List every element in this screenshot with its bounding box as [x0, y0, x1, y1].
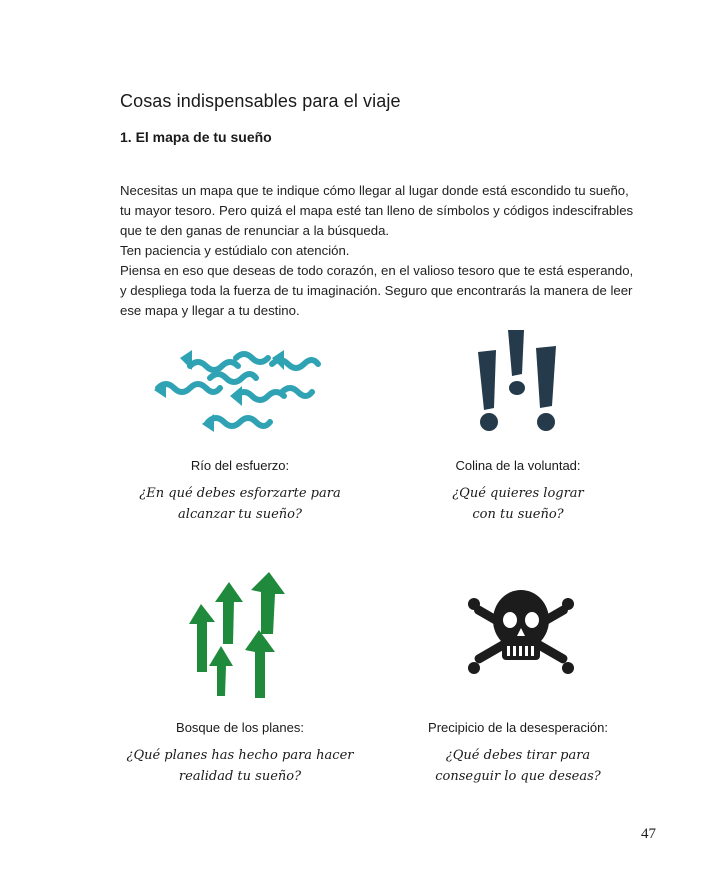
question-line: ¿Qué planes has hecho para hacer — [126, 748, 354, 763]
question-line: alcanzar tu sueño? — [178, 507, 302, 522]
card-forest — [120, 570, 360, 790]
question-line: realidad tu sueño? — [178, 769, 302, 784]
card-cliff — [398, 570, 638, 790]
page-number: 47 — [641, 826, 656, 842]
question-line: ¿Qué debes tirar para — [445, 748, 591, 763]
river-waves-icon — [152, 340, 322, 440]
card-hill — [398, 330, 638, 530]
intro-line: Necesitas un mapa que te indique cómo llegar al lugar donde está escondido tu sueño, — [120, 183, 629, 198]
card-label: Río del esfuerzo: — [190, 458, 290, 473]
question-line: ¿En qué debes esforzarte para — [139, 486, 341, 501]
question-line: con tu sueño? — [472, 507, 564, 522]
card-question — [120, 483, 360, 525]
skull-crossbones-icon — [466, 582, 576, 692]
question-line: ¿Qué quieres lograr — [452, 486, 584, 501]
card-label: Bosque de los planes: — [176, 720, 304, 735]
green-arrows-icon — [185, 572, 295, 702]
exclamation-marks-icon — [470, 330, 566, 436]
card-label: Colina de la voluntad: — [455, 458, 581, 473]
intro-line: ese mapa y llegar a tu destino. — [120, 303, 300, 318]
card-label: Precipicio de la desesperación: — [428, 720, 608, 735]
intro-line: Piensa en eso que deseas de todo corazón, en el valioso tesoro que te está esperando, — [120, 263, 634, 278]
intro-line: y despliega toda la fuerza de tu imaginación. Seguro que encontrarás la manera de leer — [120, 283, 633, 298]
question-line: conseguir lo que deseas? — [435, 769, 601, 784]
section-title: 1. El mapa de tu sueño — [120, 129, 272, 145]
intro-line: Ten paciencia y estúdialo con atención. — [120, 243, 350, 258]
card-question — [398, 483, 638, 525]
intro-line: que te den ganas de renunciar a la búsqueda. — [120, 223, 390, 238]
intro-line: tu mayor tesoro. Pero quizá el mapa esté tan lleno de símbolos y códigos indescifrables — [120, 203, 634, 218]
card-question — [120, 745, 360, 787]
intro-paragraph — [120, 181, 650, 321]
card-question — [398, 745, 638, 787]
page-title: Cosas indispensables para el viaje — [120, 91, 401, 111]
card-river — [120, 330, 360, 530]
